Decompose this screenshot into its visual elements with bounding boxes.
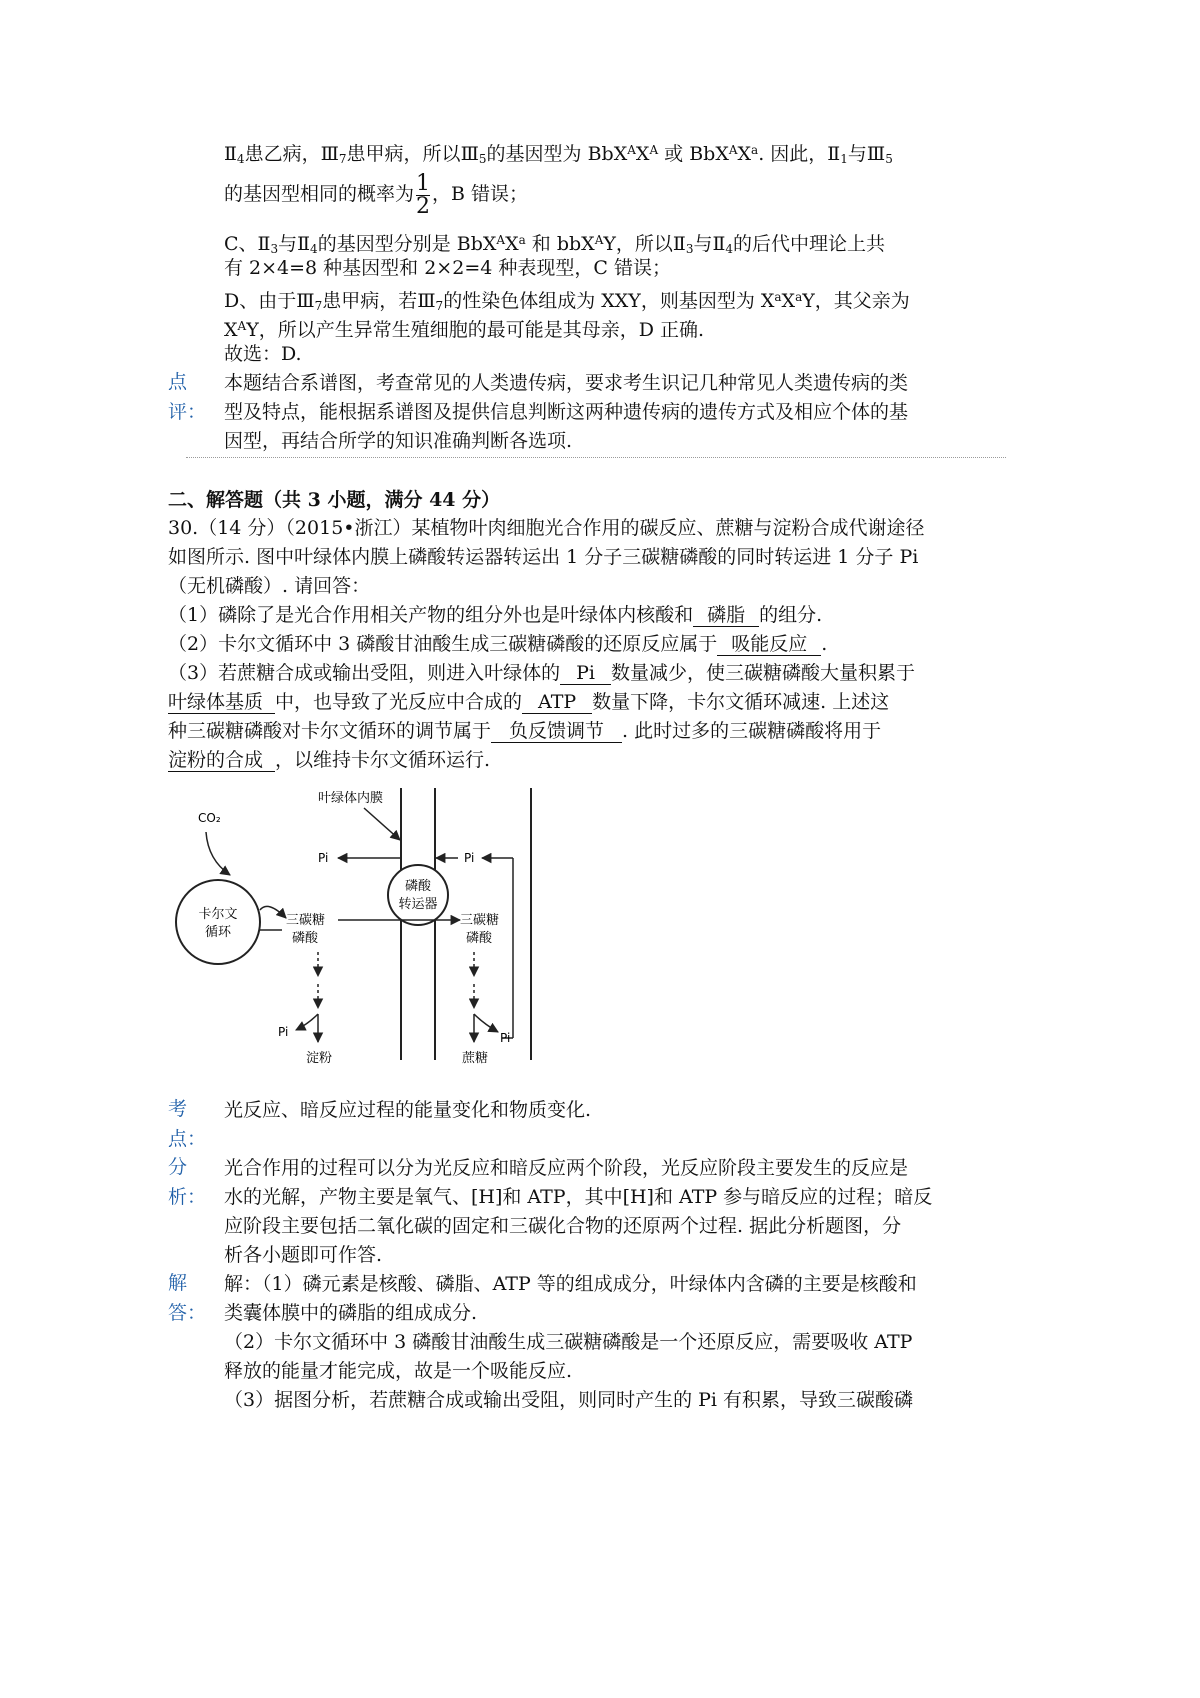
- review-line-1: 本题结合系谱图，考查常见的人类遗传病，要求考生识记几种常见人类遗传病的类: [224, 372, 909, 394]
- sucrose-pi-arrow: [474, 1014, 498, 1032]
- question-part-3-line-3: 种三碳糖磷酸对卡尔文循环的调节属于 负反馈调节 . 此时过多的三碳糖磷酸将用于: [168, 720, 882, 742]
- question-line-3: （无机磷酸）. 请回答：: [168, 575, 371, 597]
- jieda-line-5: （3）据图分析，若蔗糖合成或输出受阻，则同时产生的 Pi 有积累，导致三碳酸磷: [224, 1389, 914, 1411]
- prev-line-6: $X^AY$，所以产生异常生殖细胞的最可能是其母亲，D 正确.: [224, 319, 705, 341]
- co2-label: CO₂: [198, 811, 221, 825]
- answer-blank: 吸能反应: [717, 633, 821, 656]
- kaodian-label: 考 点：: [168, 1098, 207, 1150]
- membrane-arrow: [364, 808, 400, 840]
- calvin-cycle-label-2: 循环: [204, 925, 232, 940]
- fenxi-line-2: 水的光解，产物主要是氧气、[H]和 ATP，其中[H]和 ATP 参与暗反应的过程；暗反: [224, 1186, 933, 1208]
- prev-line-4: 有 2×4=8 种基因型和 2×2=4 种表现型，C 错误；: [224, 257, 671, 279]
- triose-left-label-2: 磷酸: [292, 931, 319, 946]
- answer-blank: 叶绿体基质: [168, 691, 275, 714]
- triose-right-label-2: 磷酸: [466, 931, 493, 946]
- review-label: 点 评：: [168, 371, 207, 423]
- calvin-cycle-circle: [176, 880, 260, 964]
- prev-line-2: 的基因型相同的概率为 $\frac{1}{2}$ ，B 错误；: [224, 170, 529, 219]
- prev-line-1: $Ⅱ_4$患乙病，$Ⅲ_7$患甲病，所以$Ⅲ_5$的基因型为 $BbX^AX^A$ 或 $BbX^AX^a$. 因此，$Ⅱ_1$与$Ⅲ_5$: [224, 143, 893, 166]
- transporter-label-1: 磷酸: [404, 879, 432, 894]
- fenxi-label: 分 析：: [168, 1156, 207, 1208]
- prev-line-7: 故选：D.: [224, 343, 302, 365]
- divider: [186, 457, 1006, 458]
- pi-top-right: Pi: [464, 851, 475, 865]
- answer-blank: ATP: [522, 691, 592, 714]
- kaodian-text: 光反应、暗反应过程的能量变化和物质变化.: [224, 1099, 592, 1121]
- answer-blank: 淀粉的合成: [168, 749, 275, 772]
- membrane-label: 叶绿体内膜: [318, 791, 384, 806]
- answer-blank: 磷脂: [693, 604, 759, 627]
- triose-right-label-1: 三碳糖: [460, 913, 500, 928]
- fenxi-line-3: 应阶段主要包括二氧化碳的固定和三碳化合物的还原两个过程. 据此分析题图，分: [224, 1215, 902, 1237]
- pi-bottom-left: Pi: [278, 1025, 289, 1039]
- phosphate-transporter: [388, 865, 448, 925]
- pathway-diagram: [168, 780, 558, 1070]
- pi-top-left: Pi: [318, 851, 329, 865]
- jieda-line-3: （2）卡尔文循环中 3 磷酸甘油酸生成三碳糖磷酸是一个还原反应，需要吸收 ATP: [224, 1331, 913, 1353]
- review-line-2: 型及特点，能根据系谱图及提供信息判断这两种遗传病的遗传方式及相应个体的基: [224, 401, 909, 423]
- fenxi-line-4: 析各小题即可作答.: [224, 1244, 383, 1266]
- transporter-label-2: 转运器: [398, 897, 438, 912]
- jieda-line-2: 类囊体膜中的磷脂的组成成分.: [224, 1302, 478, 1324]
- fraction: $\frac{1}{2}$: [416, 170, 431, 219]
- jieda-line-1: 解：（1）磷元素是核酸、磷脂、ATP 等的组成成分，叶绿体内含磷的主要是核酸和: [224, 1273, 917, 1295]
- question-line-2: 如图所示. 图中叶绿体内膜上磷酸转运器转运出 1 分子三碳糖磷酸的同时转运进 1 分子 Pi: [168, 546, 919, 568]
- question-part-1: （1）磷除了是光合作用相关产物的组分外也是叶绿体内核酸和 磷脂 的组分.: [168, 604, 823, 626]
- co2-arrow: [206, 832, 230, 875]
- triose-left-label-1: 三碳糖: [286, 913, 326, 928]
- prev-line-3: C、$Ⅱ_3$与$Ⅱ_4$的基因型分别是 $BbX^AX^a$ 和 bbX$^A$Y，所以$Ⅱ_3$与$Ⅱ_4$的后代中理论上共: [224, 233, 886, 256]
- question-part-3-line-4: 淀粉的合成 ，以维持卡尔文循环运行.: [168, 749, 491, 771]
- prev-line-5: D、由于$Ⅲ_7$患甲病，若$Ⅲ_7$的性染色体组成为 XXY，则基因型为 $X^aX^aY$，其父亲为: [224, 290, 910, 313]
- starch-label: 淀粉: [306, 1051, 333, 1066]
- calvin-cycle-label-1: 卡尔文: [198, 907, 238, 922]
- starch-pi-arrow: [296, 1014, 318, 1030]
- answer-blank: Pi: [560, 662, 611, 685]
- jieda-label: 解 答：: [168, 1272, 207, 1324]
- question-part-3-line-1: （3）若蔗糖合成或输出受阻，则进入叶绿体的 Pi 数量减少，使三碳糖磷酸大量积累于: [168, 662, 915, 684]
- sucrose-label: 蔗糖: [462, 1051, 489, 1066]
- question-part-3-line-2: 叶绿体基质 中，也导致了光反应中合成的 ATP 数量下降，卡尔文循环减速. 上述这: [168, 691, 890, 713]
- section-title: 二、解答题（共 3 小题，满分 44 分）: [168, 489, 501, 511]
- fenxi-line-1: 光合作用的过程可以分为光反应和暗反应两个阶段，光反应阶段主要发生的反应是: [224, 1157, 909, 1179]
- answer-blank: 负反馈调节: [491, 720, 622, 743]
- pi-bottom-right: Pi: [500, 1031, 511, 1045]
- jieda-line-4: 释放的能量才能完成，故是一个吸能反应.: [224, 1360, 573, 1382]
- question-part-2: （2）卡尔文循环中 3 磷酸甘油酸生成三碳糖磷酸的还原反应属于 吸能反应 .: [168, 633, 828, 655]
- review-line-3: 因型，再结合所学的知识准确判断各选项.: [224, 430, 573, 452]
- question-line-1: 30.（14 分）（2015•浙江）某植物叶肉细胞光合作用的碳反应、蔗糖与淀粉合成代谢途径: [168, 517, 925, 539]
- cycle-to-triose-arrow: [260, 906, 286, 918]
